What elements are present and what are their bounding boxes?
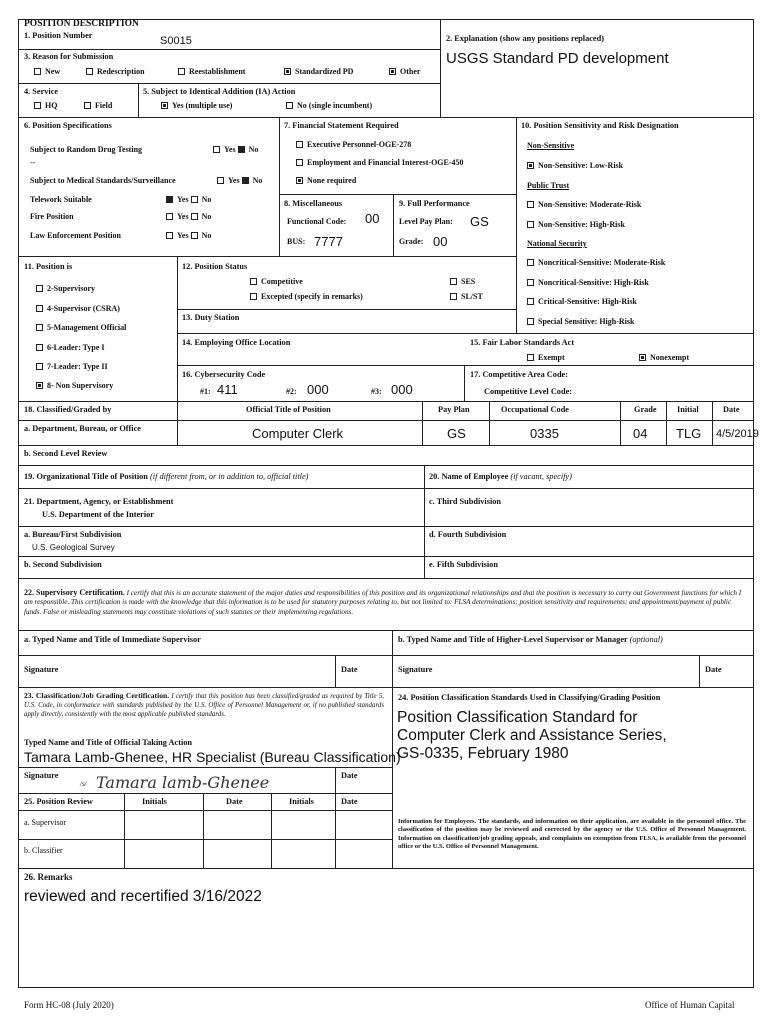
reason-standardized-option[interactable]: Standardized PD [284, 67, 353, 76]
law-enforcement-options[interactable]: Yes No [166, 231, 211, 240]
classified-by-label: 18. Classified/Graded by [24, 405, 112, 414]
typed-name-label: Typed Name and Title of Official Taking Action [24, 738, 193, 747]
checkbox[interactable] [191, 213, 198, 220]
department-value: U.S. Department of the Interior [42, 510, 154, 519]
checkbox-checked[interactable] [527, 162, 534, 169]
date-value[interactable]: 4/5/2019 [716, 428, 759, 440]
checkbox-filled[interactable] [238, 146, 245, 153]
financial-statement-label: 7. Financial Statement Required [284, 121, 399, 130]
oge450-option[interactable]: Employment and Financial Interest-OGE-450 [296, 158, 464, 167]
office-name: Office of Human Capital [645, 1000, 735, 1010]
position-status-label: 12. Position Status [182, 262, 248, 271]
checkbox-checked[interactable] [284, 68, 291, 75]
cyber-1-label: #1: [200, 387, 211, 396]
employee-information: Information for Employees. The standards, and information on their application, are available in the personnel office. The classification of the position may be reviewed and corrected by the agency or the U.S. Office of Personnel Management. Information on classification/job grading appeals, and complaints on exemption from FLSA, is available from the personnel office or the U.S. Office of Personnel Management. [398, 818, 746, 851]
classification-certification [24, 692, 384, 719]
standards-line-3[interactable]: GS-0335, February 1980 [397, 745, 569, 762]
reason-redescription-option[interactable]: Redescription [86, 67, 145, 76]
nonexempt-option[interactable]: Nonexempt [639, 353, 689, 362]
checkbox-checked[interactable] [389, 68, 396, 75]
leader-type1-option[interactable]: 6-Leader: Type I [36, 343, 104, 352]
cyber-2-label: #2: [286, 387, 297, 396]
ia-no-option[interactable]: No (single incumbent) [286, 101, 372, 110]
leader-type2-option[interactable]: 7-Leader: Type II [36, 362, 108, 371]
reason-other-option[interactable]: Other [389, 67, 420, 76]
cyber-1-value[interactable]: 411 [217, 382, 238, 397]
supervisory-option[interactable]: 2-Supervisory [36, 284, 95, 293]
checkbox[interactable] [527, 221, 534, 228]
review-initials-header-2: Initials [289, 797, 314, 806]
classifier-signature-label: Signature [24, 771, 59, 780]
grade-row-value[interactable]: 04 [633, 426, 648, 441]
checkbox[interactable] [36, 285, 43, 292]
supervisor-date-label: Date [341, 665, 358, 674]
checkbox[interactable] [178, 68, 185, 75]
service-hq-option[interactable]: HQ [34, 101, 57, 110]
dept-bureau-row-label: a. Department, Bureau, or Office [24, 424, 141, 433]
supervisory-certification [24, 588, 746, 617]
slst-option[interactable]: SL/ST [450, 292, 483, 301]
review-date-header: Date [226, 797, 243, 806]
excepted-option[interactable]: Excepted (specify in remarks) [250, 292, 363, 301]
cyber-3-value[interactable]: 000 [391, 382, 413, 397]
telework-options[interactable]: Yes No [166, 195, 211, 204]
checkbox-checked[interactable] [639, 354, 646, 361]
fourth-subdivision-label: d. Fourth Subdivision [429, 530, 507, 539]
checkbox[interactable] [36, 344, 43, 351]
position-specs-label: 6. Position Specifications [24, 121, 112, 130]
department-label: 21. Department, Agency, or Establishment [24, 497, 174, 506]
position-number-value[interactable]: S0015 [160, 35, 192, 47]
special-sensitive-option[interactable]: Special Sensitive: High-Risk [527, 317, 634, 326]
non-supervisory-option[interactable]: 8- Non Supervisory [36, 381, 113, 390]
second-subdivision-label: b. Second Subdivision [24, 560, 102, 569]
form-number: Form HC-08 (July 2020) [24, 1000, 114, 1010]
checkbox[interactable] [166, 232, 173, 239]
telework-label: Telework Suitable [30, 195, 92, 204]
grade-label: Grade: [399, 237, 424, 246]
non-sensitive-heading: Non-Sensitive [527, 141, 575, 150]
second-review-label: b. Second Level Review [24, 449, 108, 458]
fire-position-options[interactable]: Yes No [166, 212, 211, 221]
checkbox[interactable] [36, 305, 43, 312]
higher-supervisor-label: b. Typed Name and Title of Higher-Level Supervisor or Manager (optional) [398, 635, 663, 644]
ia-yes-option[interactable]: Yes (multiple use) [161, 101, 232, 110]
ses-option[interactable]: SES [450, 277, 475, 286]
standards-used-label: 24. Position Classification Standards Used in Classifying/Grading Position [398, 693, 661, 702]
initial-header: Initial [677, 405, 699, 414]
checkbox[interactable] [250, 293, 257, 300]
checkbox[interactable] [527, 259, 534, 266]
review-initials-header: Initials [142, 797, 167, 806]
fifth-subdivision-label: e. Fifth Subdivision [429, 560, 498, 569]
checkbox[interactable] [527, 354, 534, 361]
standards-line-1[interactable]: Position Classification Standard for [397, 709, 638, 726]
cybersecurity-label: 16. Cybersecurity Code [182, 370, 266, 379]
drug-testing-label: Subject to Random Drug Testing [30, 145, 143, 154]
pay-plan-header: Pay Plan [438, 405, 470, 414]
manager-date-label: Date [705, 665, 722, 674]
ia-action-label: 5. Subject to Identical Addition (IA) Action [143, 87, 296, 96]
checkbox[interactable] [296, 159, 303, 166]
review-date-header-2: Date [341, 797, 358, 806]
grade-header: Grade [634, 405, 657, 414]
manager-signature-label: Signature [398, 665, 433, 674]
employing-office-label: 14. Employing Office Location [182, 338, 291, 347]
immediate-supervisor-label: a. Typed Name and Title of Immediate Supervisor [24, 635, 201, 644]
reason-label: 3. Reason for Submission [24, 52, 114, 61]
initial-value[interactable]: TLG [676, 426, 702, 441]
third-subdivision-label: c. Third Subdivision [429, 497, 502, 506]
nonsens-high-option[interactable]: Non-Sensitive: High-Risk [527, 220, 625, 229]
checkbox[interactable] [527, 201, 534, 208]
supervisory-certification-title: 22. Supervisory Certification. [24, 588, 125, 597]
official-title-value[interactable]: Computer Clerk [252, 426, 344, 441]
pay-plan-row-value[interactable]: GS [447, 426, 466, 441]
standards-line-2[interactable]: Computer Clerk and Assistance Series, [397, 727, 667, 744]
checkbox[interactable] [191, 232, 198, 239]
checkbox[interactable] [296, 141, 303, 148]
classification-certification-text: I certify that this position has been classified/graded as required by Title 5, U.S. Code, in conformance with standards published by the U.S. Office of Personnel Management or, if no published standards apply directly, consistently with the most applicable published standards. [24, 693, 384, 718]
typed-name-value[interactable]: Tamara Lamb-Ghenee, HR Specialist (Bureau Classification) [24, 749, 401, 765]
checkbox[interactable] [191, 196, 198, 203]
org-title-note: (if different from, or in addition to, official title) [150, 472, 309, 481]
competitive-level-label: Competitive Level Code: [484, 387, 573, 396]
flsa-label: 15. Fair Labor Standards Act [470, 338, 575, 347]
checkbox[interactable] [86, 68, 93, 75]
checkbox[interactable] [527, 279, 534, 286]
dash-mark: -- [30, 158, 36, 167]
bus-value[interactable]: 7777 [314, 234, 343, 249]
occ-code-header: Occupational Code [501, 405, 569, 414]
checkbox[interactable] [34, 68, 41, 75]
review-classifier-label: b. Classifier [24, 846, 63, 855]
critical-high-option[interactable]: Critical-Sensitive: High-Risk [527, 297, 637, 306]
medical-standards-options[interactable]: Yes No [217, 176, 262, 185]
functional-code-label: Functional Code: [287, 217, 347, 226]
nonsens-low-option[interactable]: Non-Sensitive: Low-Risk [527, 161, 623, 170]
public-trust-heading: Public Trust [527, 181, 570, 190]
checkbox[interactable] [286, 102, 293, 109]
grade-value[interactable]: 00 [433, 234, 448, 249]
reason-new-option[interactable]: New [34, 67, 60, 76]
service-field-option[interactable]: Field [84, 101, 112, 110]
nc-moderate-option[interactable]: Noncritical-Sensitive: Moderate-Risk [527, 258, 665, 267]
miscellaneous-label: 8. Miscellaneous [284, 199, 343, 208]
remarks-value[interactable]: reviewed and recertified 3/16/2022 [24, 888, 262, 905]
functional-code-value[interactable]: 00 [365, 211, 380, 226]
exempt-option[interactable]: Exempt [527, 353, 565, 362]
employee-name-note: (if vacant, specify) [510, 472, 572, 481]
checkbox[interactable] [84, 102, 91, 109]
pay-plan-label: Level Pay Plan: [399, 217, 453, 226]
fire-position-label: Fire Position [30, 212, 74, 221]
checkbox[interactable] [213, 146, 220, 153]
oge278-option[interactable]: Executive Personnel-OGE-278 [296, 140, 411, 149]
position-review-label: 25. Position Review [24, 797, 93, 806]
national-security-heading: National Security [527, 239, 587, 248]
classifier-date-label: Date [341, 771, 358, 780]
position-is-label: 11. Position is [24, 262, 73, 271]
bureau-label: a. Bureau/First Subdivision [24, 530, 122, 539]
checkbox[interactable] [527, 298, 534, 305]
checkbox[interactable] [450, 278, 457, 285]
org-title-label: 19. Organizational Title of Position (if different from, or in addition to, official title) [24, 472, 309, 481]
classifier-signature[interactable]: Tamara lamb-Ghenee [96, 773, 270, 792]
checkbox-filled[interactable] [242, 177, 249, 184]
management-official-option[interactable]: 5-Management Official [36, 323, 126, 332]
official-title-header: Official Title of Position [246, 405, 331, 414]
signature-prefix: /s/ [80, 780, 87, 788]
bus-label: BUS: [287, 237, 306, 246]
checkbox[interactable] [36, 324, 43, 331]
date-header: Date [723, 405, 740, 414]
duty-station-label: 13. Duty Station [182, 313, 240, 322]
bureau-value[interactable]: U.S. Geological Survey [32, 543, 115, 552]
checkbox[interactable] [250, 278, 257, 285]
form-title: POSITION DESCRIPTION [24, 19, 139, 29]
service-label: 4. Service [24, 87, 59, 96]
checkbox-checked[interactable] [296, 177, 303, 184]
checkbox-filled[interactable] [166, 196, 173, 203]
position-number-label: 1. Position Number [24, 31, 93, 40]
cyber-3-label: #3: [371, 387, 382, 396]
competitive-option[interactable]: Competitive [250, 277, 303, 286]
sensitivity-label: 10. Position Sensitivity and Risk Designation [521, 121, 679, 130]
supervisory-certification-text: I certify that this is an accurate statement of the major duties and responsibilities of this position and its organizational relationships and that the position is necessary to carry out Government functions for which I am responsible. This certification is made with the knowledge that this information is to be used for statutory purposes relating to, but not limited to: FLSA determinations; position sensitivity and requirements; and appointment/payment of public funds. False or misleading statements may constitute violations of such statutes or their implementing regulations. [24, 589, 742, 616]
nc-high-option[interactable]: Noncritical-Sensitive: High-Risk [527, 278, 649, 287]
explanation-value[interactable]: USGS Standard PD development [446, 50, 669, 67]
checkbox-checked[interactable] [36, 382, 43, 389]
employee-name-label: 20. Name of Employee (if vacant, specify) [429, 472, 572, 481]
reason-reestablishment-option[interactable]: Reestablishment [178, 67, 245, 76]
medical-standards-label: Subject to Medical Standards/Surveillance [30, 176, 176, 185]
full-performance-label: 9. Full Performance [399, 199, 470, 208]
competitive-area-label: 17. Competitive Area Code: [470, 370, 569, 379]
supervisor-signature-label: Signature [24, 665, 59, 674]
drug-testing-options[interactable]: Yes No [213, 145, 258, 154]
review-supervisor-label: a. Supervisor [24, 818, 67, 827]
nonsens-moderate-option[interactable]: Non-Sensitive: Moderate-Risk [527, 200, 641, 209]
checkbox[interactable] [34, 102, 41, 109]
checkbox[interactable] [450, 293, 457, 300]
checkbox-checked[interactable] [161, 102, 168, 109]
cyber-2-value[interactable]: 000 [307, 382, 329, 397]
none-required-option[interactable]: None required [296, 176, 356, 185]
optional-note: (optional) [629, 635, 663, 644]
checkbox[interactable] [36, 363, 43, 370]
explanation-label: 2. Explanation (show any positions replaced) [446, 34, 604, 43]
checkbox[interactable] [527, 318, 534, 325]
supervisor-csra-option[interactable]: 4-Supervisor (CSRA) [36, 304, 120, 313]
remarks-label: 26. Remarks [24, 872, 73, 882]
occ-code-value[interactable]: 0335 [530, 426, 559, 441]
classification-certification-title: 23. Classification/Job Grading Certification. [24, 691, 170, 700]
checkbox[interactable] [166, 213, 173, 220]
law-enforcement-label: Law Enforcement Position [30, 231, 121, 240]
checkbox[interactable] [217, 177, 224, 184]
pay-plan-value[interactable]: GS [470, 214, 489, 229]
